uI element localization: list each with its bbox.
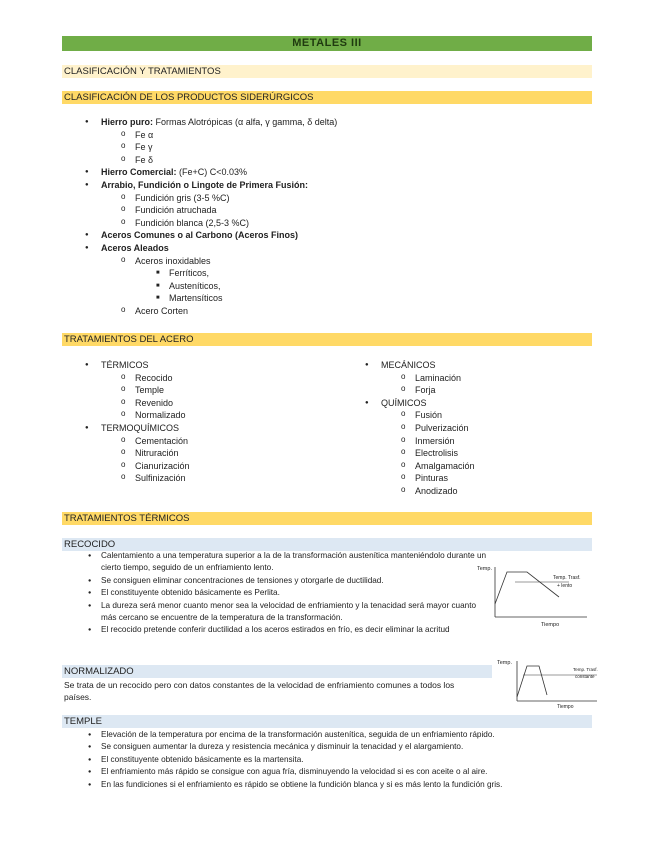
list-item: ● En las fundiciones si el enfriamiento es rápido se obtiene la fundición blanca y si es más lento la fundición gris. [101, 779, 586, 791]
list-item: ● El recocido pretende conferir ductilidad a los aceros estirados en frío, es decir eliminar la acritud [101, 624, 491, 636]
normalizado-graph-xlabel: Tiempo [557, 704, 574, 709]
aceros-aleados-label: Aceros Aleados [101, 242, 169, 253]
section-clasificacion-tratamientos: CLASIFICACIÓN Y TRATAMIENTOS [62, 65, 592, 78]
hierro-puro-label: Hierro puro: [101, 117, 154, 127]
list-item: o Pulverización [415, 422, 475, 435]
termoquimicos-label: TERMOQUÍMICOS [101, 422, 179, 433]
hierro-comercial-label: Hierro Comercial: [101, 167, 177, 178]
recocido-graph-curve [495, 572, 559, 604]
list-item: o Fundición blanca (2,5-3 %C) [135, 217, 337, 230]
list-item: ■ Martensíticos [169, 292, 337, 305]
list-item [135, 255, 337, 305]
recocido-graph-xlabel: Tiempo [541, 622, 560, 628]
list-item: ● El constituyente obtenido básicamente es Perlita. [101, 587, 491, 599]
list-item [381, 397, 475, 498]
list-item: ■ Austeníticos, [169, 280, 337, 293]
list-item: o Normalizado [135, 409, 190, 422]
tratamientos-right-list [381, 359, 475, 498]
list-item: o Amalgamación [415, 460, 475, 473]
list-item: ● El constituyente obtenido básicamente es la martensita. [101, 754, 586, 766]
list-item [101, 422, 190, 485]
list-item: o Recocido [135, 372, 190, 385]
list-item: o Pinturas [415, 472, 475, 485]
section-tratamientos-termicos: TRATAMIENTOS TÉRMICOS [62, 512, 592, 525]
recocido-graph [477, 562, 592, 630]
recocido-heading: RECOCIDO [62, 538, 592, 551]
section-tratamientos-acero: TRATAMIENTOS DEL ACERO [62, 333, 592, 346]
list-item: ● El enfriamiento más rápido se consigue con agua fría, disminuyendo la velocidad si es con aceite o al aire. [101, 766, 586, 778]
list-item [101, 242, 337, 318]
list-item: ● La dureza será menor cuanto menor sea la velocidad de enfriamiento y la tenacidad será mayor cuanto más cercano se encuentre de la temperatura de la transformación. [101, 600, 491, 625]
list-item: ● Calentamiento a una temperatura superior a la de la transformación austenítica manteniéndolo durante un cierto tiempo, seguido de un enfriamiento lento. [101, 550, 491, 575]
list-item: o Cianurización [135, 460, 190, 473]
recocido-graph-label-2: + lento [557, 583, 573, 589]
normalizado-graph-label-2: constante [575, 674, 595, 679]
list-item [101, 166, 337, 179]
productos-list [101, 116, 337, 318]
normalizado-graph-label-1: Temp. Trasf. [573, 667, 598, 672]
list-item: o Nitruración [135, 447, 190, 460]
list-item [101, 359, 190, 422]
list-item: o Sulfinización [135, 472, 190, 485]
page-title: METALES III [62, 36, 592, 51]
hierro-comercial-text: (Fe+C) C<0.03% [176, 167, 248, 178]
temple-list [101, 729, 586, 791]
list-item: o Fusión [415, 409, 475, 422]
quimicos-label: QUÍMICOS [381, 397, 427, 408]
inoxidables-label: Aceros inoxidables [135, 255, 211, 266]
normalizado-heading: NORMALIZADO [62, 665, 492, 678]
list-item: o Laminación [415, 372, 475, 385]
list-item: o Fundición gris (3-5 %C) [135, 192, 337, 205]
list-item: o Acero Corten [135, 305, 337, 318]
mecanicos-label: MECÁNICOS [381, 360, 436, 370]
list-item [101, 116, 337, 166]
termicos-label: TÉRMICOS [101, 360, 149, 370]
list-item: o Revenido [135, 397, 190, 410]
list-item: o Fe γ [135, 141, 337, 154]
list-item: ● Elevación de la temperatura por encima de la transformación austenítica, seguida de un enfriamiento rápido. [101, 729, 586, 741]
list-item: o Forja [415, 384, 475, 397]
list-item: o Temple [135, 384, 190, 397]
list-item [101, 179, 337, 229]
list-item: o Fundición atruchada [135, 204, 337, 217]
list-item: o Fe α [135, 129, 337, 142]
tratamientos-left-list [101, 359, 190, 485]
list-item: o Fe δ [135, 154, 337, 167]
recocido-list [101, 550, 491, 637]
list-item: o Cementación [135, 435, 190, 448]
list-item: o Anodizado [415, 485, 475, 498]
list-item: ● Se consiguen eliminar concentraciones de tensiones y otorgarle de ductilidad. [101, 575, 491, 587]
list-item: o Inmersión [415, 435, 475, 448]
normalizado-graph-curve [517, 666, 547, 697]
list-item: ● Aceros Comunes o al Carbono (Aceros Finos) [101, 229, 337, 242]
hierro-puro-text: Formas Alotrópicas (α alfa, γ gamma, δ delta) [153, 117, 338, 127]
normalizado-graph [497, 657, 605, 709]
temple-heading: TEMPLE [62, 715, 592, 728]
list-item: ■ Ferríticos, [169, 267, 337, 280]
arrabio-label: Arrabio, Fundición o Lingote de Primera Fusión: [101, 179, 309, 190]
normalizado-text: Se trata de un recocido pero con datos constantes de la velocidad de enfriamiento comunes a todos los países. [64, 680, 455, 703]
list-item [381, 359, 475, 397]
normalizado-graph-ylabel: Temp. [497, 660, 512, 666]
recocido-graph-label-1: Temp. Trasf. [553, 575, 581, 581]
list-item: o Electrolisis [415, 447, 475, 460]
recocido-graph-ylabel: Temp. [477, 566, 492, 572]
section-clasificacion-productos: CLASIFICACIÓN DE LOS PRODUCTOS SIDERÚRGICOS [62, 91, 592, 104]
list-item: ● Se consiguen aumentar la dureza y resistencia mecánica y disminuir la tenacidad y el alargamiento. [101, 741, 586, 753]
